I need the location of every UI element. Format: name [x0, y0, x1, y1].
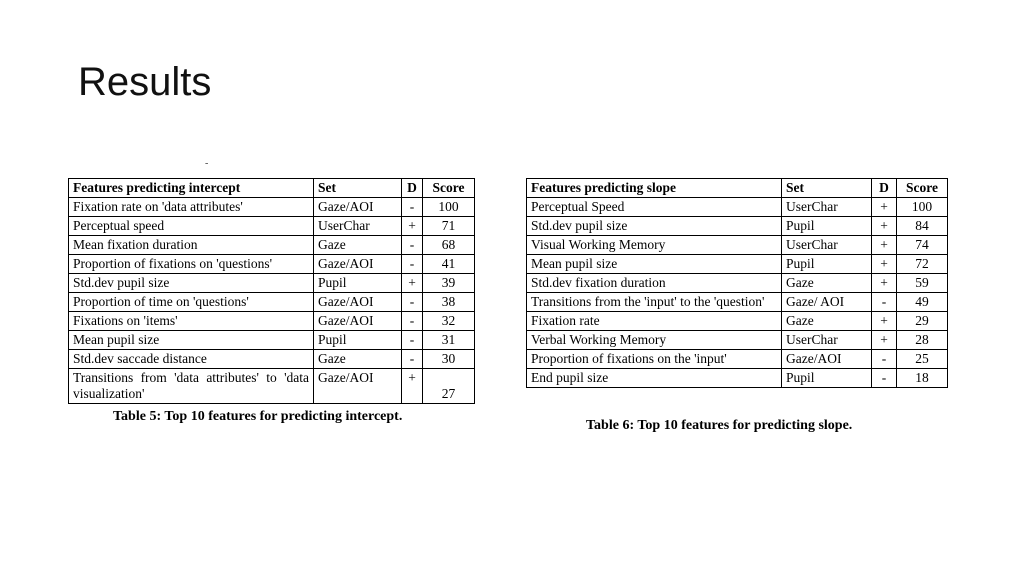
cell-set: Gaze/ AOI	[782, 293, 872, 312]
table-row	[527, 255, 948, 274]
cell-score: 18	[897, 369, 948, 388]
table-row	[527, 312, 948, 331]
table-row	[527, 236, 948, 255]
cell-direction: -	[402, 198, 423, 217]
cell-score: 32	[423, 312, 475, 331]
cell-direction: +	[872, 198, 897, 217]
cell-set: Gaze	[782, 274, 872, 293]
cell-feature: Fixation rate on 'data attributes'	[69, 198, 314, 217]
cell-direction: +	[402, 217, 423, 236]
cell-score: 49	[897, 293, 948, 312]
cell-direction: -	[872, 293, 897, 312]
cell-score: 27	[423, 369, 475, 404]
cell-score: 31	[423, 331, 475, 350]
cell-set: Gaze/AOI	[314, 293, 402, 312]
table-row	[69, 293, 475, 312]
cell-set: UserChar	[314, 217, 402, 236]
table-row	[69, 255, 475, 274]
cell-feature: Mean fixation duration	[69, 236, 314, 255]
cell-set: Gaze	[314, 236, 402, 255]
cell-direction: -	[402, 312, 423, 331]
cell-direction: +	[872, 236, 897, 255]
cell-score: 74	[897, 236, 948, 255]
cell-feature: Fixation rate	[527, 312, 782, 331]
cell-feature: Std.dev pupil size	[527, 217, 782, 236]
cell-score: 100	[423, 198, 475, 217]
cell-feature: Proportion of time on 'questions'	[69, 293, 314, 312]
cell-direction: -	[402, 293, 423, 312]
cell-feature: Proportion of fixations on the 'input'	[527, 350, 782, 369]
stray-mark: -	[205, 158, 209, 169]
cell-feature: Perceptual speed	[69, 217, 314, 236]
cell-score: 38	[423, 293, 475, 312]
table-row	[527, 350, 948, 369]
cell-feature: Std.dev pupil size	[69, 274, 314, 293]
table-5-caption: Table 5: Top 10 features for predicting intercept.	[113, 409, 403, 424]
cell-feature: Transitions from the 'input' to the 'question'	[527, 293, 782, 312]
table-row	[69, 312, 475, 331]
header-score: Score	[897, 179, 948, 198]
cell-set: Pupil	[782, 255, 872, 274]
cell-set: Gaze/AOI	[314, 198, 402, 217]
table-row	[69, 217, 475, 236]
table-row	[69, 274, 475, 293]
header-direction: D	[402, 179, 423, 198]
table-6-container	[526, 178, 947, 388]
cell-direction: +	[872, 217, 897, 236]
cell-set: UserChar	[782, 198, 872, 217]
cell-score: 100	[897, 198, 948, 217]
cell-score: 41	[423, 255, 475, 274]
table-row	[69, 350, 475, 369]
cell-score: 72	[897, 255, 948, 274]
table-row	[69, 369, 475, 404]
cell-feature: Mean pupil size	[69, 331, 314, 350]
table-row	[69, 331, 475, 350]
table-header-row	[527, 179, 948, 198]
cell-feature: Perceptual Speed	[527, 198, 782, 217]
cell-feature: Mean pupil size	[527, 255, 782, 274]
slope-features-table	[526, 178, 948, 388]
cell-direction: +	[872, 312, 897, 331]
cell-set: UserChar	[782, 236, 872, 255]
cell-direction: +	[402, 274, 423, 293]
table-row	[69, 198, 475, 217]
cell-direction: +	[872, 255, 897, 274]
table-row	[69, 236, 475, 255]
cell-set: Pupil	[314, 274, 402, 293]
cell-score: 84	[897, 217, 948, 236]
cell-set: Pupil	[314, 331, 402, 350]
cell-score: 68	[423, 236, 475, 255]
cell-score: 39	[423, 274, 475, 293]
cell-direction: +	[872, 274, 897, 293]
table-row	[527, 369, 948, 388]
table-6-caption: Table 6: Top 10 features for predicting slope.	[586, 418, 853, 433]
header-direction: D	[872, 179, 897, 198]
table-5-container	[68, 178, 474, 404]
table-header-row	[69, 179, 475, 198]
cell-score: 30	[423, 350, 475, 369]
cell-direction: -	[872, 369, 897, 388]
cell-direction: -	[872, 350, 897, 369]
cell-set: Gaze/AOI	[314, 255, 402, 274]
header-feature: Features predicting intercept	[69, 179, 314, 198]
cell-score: 71	[423, 217, 475, 236]
cell-set: Gaze/AOI	[782, 350, 872, 369]
slide-title: Results	[78, 60, 212, 104]
cell-set: Gaze/AOI	[314, 369, 402, 404]
table-row	[527, 274, 948, 293]
cell-feature: Fixations on 'items'	[69, 312, 314, 331]
cell-direction: -	[402, 350, 423, 369]
cell-set: UserChar	[782, 331, 872, 350]
cell-score: 28	[897, 331, 948, 350]
table-row	[527, 217, 948, 236]
cell-set: Pupil	[782, 217, 872, 236]
cell-feature: Verbal Working Memory	[527, 331, 782, 350]
header-set: Set	[314, 179, 402, 198]
cell-direction: -	[402, 331, 423, 350]
cell-score: 25	[897, 350, 948, 369]
header-score: Score	[423, 179, 475, 198]
cell-direction: -	[402, 236, 423, 255]
cell-set: Pupil	[782, 369, 872, 388]
table-row	[527, 331, 948, 350]
cell-direction: +	[872, 331, 897, 350]
cell-feature: Visual Working Memory	[527, 236, 782, 255]
cell-feature: End pupil size	[527, 369, 782, 388]
intercept-features-table	[68, 178, 475, 404]
cell-feature: Std.dev saccade distance	[69, 350, 314, 369]
header-feature: Features predicting slope	[527, 179, 782, 198]
cell-feature: Proportion of fixations on 'questions'	[69, 255, 314, 274]
table-row	[527, 198, 948, 217]
cell-set: Gaze	[782, 312, 872, 331]
cell-direction: -	[402, 255, 423, 274]
cell-set: Gaze/AOI	[314, 312, 402, 331]
cell-score: 29	[897, 312, 948, 331]
cell-direction: +	[402, 369, 423, 404]
cell-feature: Transitions from 'data attributes' to 'data visualization'	[69, 369, 314, 404]
header-set: Set	[782, 179, 872, 198]
table-row	[527, 293, 948, 312]
cell-feature: Std.dev fixation duration	[527, 274, 782, 293]
cell-set: Gaze	[314, 350, 402, 369]
cell-score: 59	[897, 274, 948, 293]
